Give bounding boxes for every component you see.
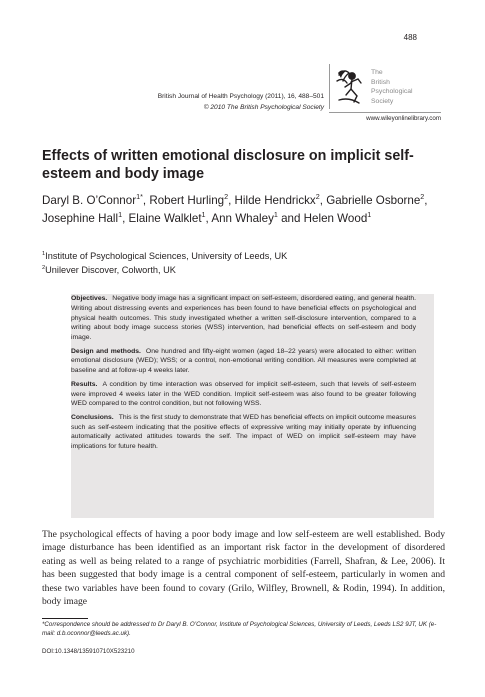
affiliation-marker: 1 [42, 250, 46, 257]
journal-citation-line: British Journal of Health Psychology (2011), 16, 488–501 [157, 93, 324, 100]
author [42, 209, 129, 225]
affiliation-marker: 2 [42, 264, 46, 271]
affiliation-marker: 2 [224, 192, 229, 202]
affiliation-marker: 1 [136, 192, 141, 202]
affiliation [42, 250, 442, 264]
abstract-text: A condition by time interaction was observed for implicit self-esteem, such that levels of self-esteem were improved 4 weeks later in the WED condition. Implicit self-esteem was also found to be greater following WED compared to the control condition, but not following WSS. [71, 380, 416, 408]
abstract-section [71, 413, 416, 452]
doi: DOI:10.1348/135910710X523210 [42, 648, 135, 655]
abstract-section [71, 294, 416, 343]
author-name: Daryl B. O’Connor [42, 194, 137, 207]
abstract-label: Design and methods. [71, 347, 141, 355]
footnote-divider [42, 618, 88, 619]
society-name-line: British [371, 78, 390, 86]
author-separator: , [142, 194, 150, 207]
abstract-label: Results. [71, 380, 98, 388]
author-name: Robert Hurling [149, 194, 225, 207]
affiliation-marker: 1 [118, 209, 123, 219]
affiliation [42, 264, 442, 278]
copyright-line: © 2010 The British Psychological Society [203, 104, 324, 111]
affiliation-text: Institute of Psychological Sciences, University of Leeds, UK [45, 251, 288, 261]
society-name-line: Society [371, 97, 394, 105]
author-separator: , [319, 194, 327, 207]
body-paragraph: The psychological effects of having a poor body image and low self-esteem are well established. Body image disturbance has been identified as an important risk factor in the development of disordered eating as well as being related to a range of psychiatric morbidities (Farrell, Shafran, & Lee, 2006). It has been suggested that body image is a central component of self-esteem, particularly in women and these two variables have been found to covary (Grilo, Wilfley, Brownell, & Rodin, 1994). In addition, body image [42, 529, 445, 608]
society-name-line: Psychological [371, 88, 413, 96]
article-title: Effects of written emotional disclosure on implicit self-esteem and body image [42, 148, 414, 182]
affiliation-text: Unilever Discover, Colworth, UK [45, 264, 176, 275]
affiliation-marker: 2 [315, 192, 320, 202]
author-name: Gabrielle Osborne [326, 194, 421, 207]
affiliation-marker: 1 [273, 209, 278, 219]
author-separator: and [277, 211, 304, 225]
affiliation-marker: 1 [201, 209, 206, 219]
page-number: 488 [403, 33, 417, 42]
abstract-text: This is the first study to demonstrate that WED has beneficial effects on implicit outcome measures such as self-esteem indicating that the positive effects of expressive writing may initially operate by influencing automatically activated attitudes towards the self. The impact of WED on implicit self-esteem may have implications for future health. [71, 413, 416, 451]
author-name: Helen Wood [303, 211, 368, 225]
abstract-text: Negative body image has a significant impact on self-esteem, disordered eating, and general health. Writing about distressing events and experiences has been found to have beneficial effects on psychological and physical health outcomes. This study investigated whether a written self-disclosure intervention, compared to a writing about body image success stories (WSS) intervention, had beneficial effects on self-esteem and body image. [71, 295, 416, 342]
society-logo [329, 64, 368, 109]
author-name: Josephine Hall [42, 211, 119, 225]
author [326, 194, 427, 207]
affiliation-marker: 1 [367, 209, 372, 219]
author [42, 194, 149, 207]
society-name [371, 68, 413, 106]
author [303, 209, 372, 225]
author [128, 209, 212, 225]
correspondence-footnote: *Correspondence should be addressed to Dr Daryl B. O’Connor, Institute of Psychological Sciences, University of Leeds, Leeds LS2 9JT, UK (e-mail: d.b.oconnor@leeds.ac.uk). [42, 621, 437, 637]
author [211, 209, 304, 225]
author-separator: , [122, 211, 129, 225]
author [235, 194, 327, 207]
abstract-section [71, 380, 416, 409]
author-name: Elaine Walklet [128, 211, 202, 225]
corresponding-marker: * [140, 192, 143, 202]
journal-citation [124, 91, 324, 113]
society-name-line: The [371, 69, 383, 76]
abstract-label: Objectives. [71, 295, 108, 302]
author-name: Hilde Hendrickx [234, 194, 316, 207]
abstract [71, 294, 416, 456]
website-link[interactable]: www.wileyonlinelibrary.com [329, 112, 441, 122]
psyche-figure-icon [335, 67, 363, 105]
author [149, 194, 234, 207]
author-separator: , [424, 194, 428, 207]
abstract-section [71, 347, 416, 376]
affiliation-marker: 2 [420, 192, 425, 202]
author-list [42, 192, 452, 227]
author-separator: , [205, 211, 212, 225]
affiliation-list [42, 250, 442, 277]
author-separator: , [228, 194, 235, 207]
author-name: Ann Whaley [211, 211, 274, 225]
abstract-text: One hundred and fifty-eight women (aged 18–22 years) were allocated to either: written emotional disclosure (WED); WSS; or a control, non-emotional writing condition. All measures were completed at baseline and at follow-up 4 weeks later. [71, 347, 416, 375]
abstract-label: Conclusions. [71, 413, 114, 421]
